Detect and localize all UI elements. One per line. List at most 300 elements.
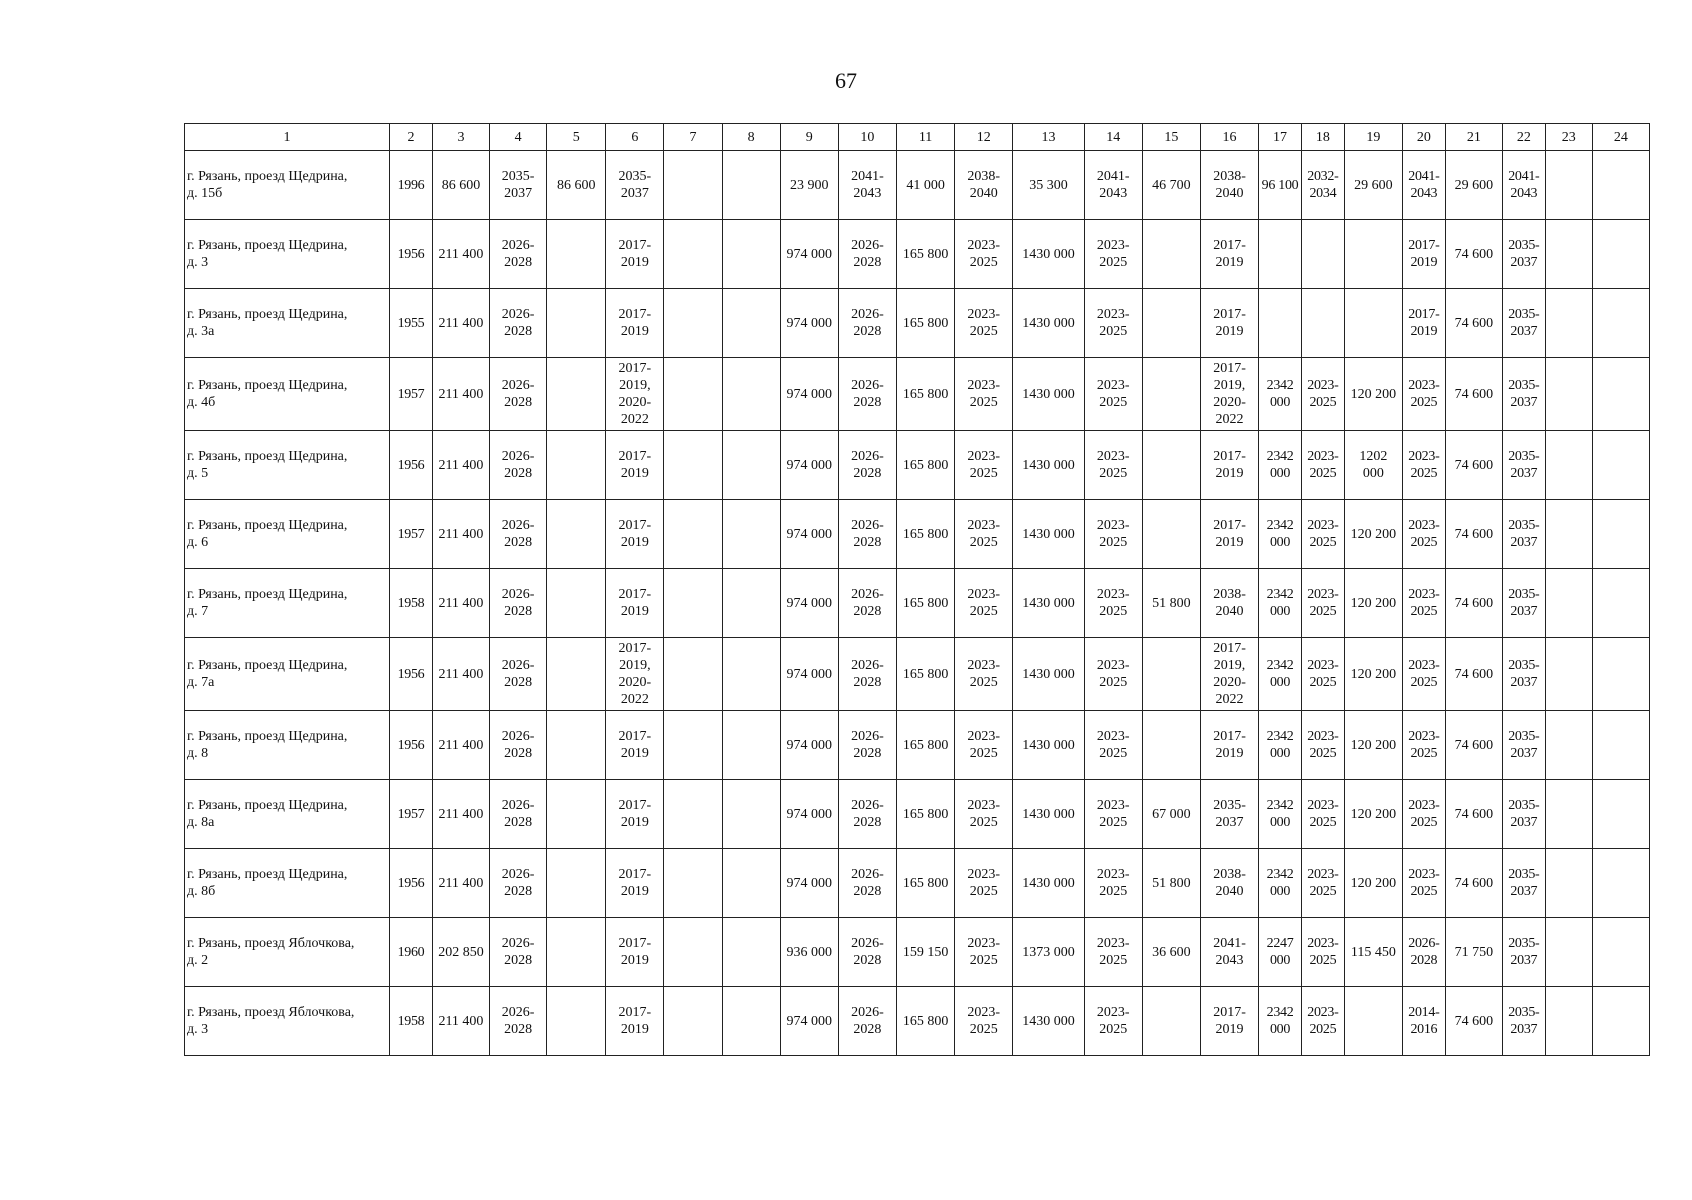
data-cell: 74 600: [1445, 780, 1502, 849]
data-cell: [1592, 431, 1649, 500]
data-cell: 974 000: [780, 220, 838, 289]
data-cell: 2017- 2019: [606, 431, 664, 500]
data-cell: 2017- 2019: [606, 849, 664, 918]
data-cell: 2026- 2028: [490, 569, 547, 638]
column-number-cell: 2: [390, 124, 433, 151]
column-number-cell: 22: [1502, 124, 1545, 151]
data-cell: [1592, 711, 1649, 780]
data-cell: [547, 431, 606, 500]
address-cell: г. Рязань, проезд Щедрина, д. 8: [185, 711, 390, 780]
data-cell: 2041- 2043: [1502, 151, 1545, 220]
data-cell: 120 200: [1344, 780, 1402, 849]
data-cell: 2035- 2037: [1502, 711, 1545, 780]
data-cell: 2017- 2019: [1402, 220, 1445, 289]
column-number-cell: 24: [1592, 124, 1649, 151]
data-cell: [1592, 151, 1649, 220]
data-cell: [1592, 569, 1649, 638]
data-cell: 2017- 2019: [606, 500, 664, 569]
data-cell: 1430 000: [1013, 289, 1084, 358]
data-cell: 2023- 2025: [955, 638, 1013, 711]
data-cell: [547, 987, 606, 1056]
data-cell: 2023- 2025: [1402, 711, 1445, 780]
data-cell: [664, 711, 722, 780]
column-number-cell: 19: [1344, 124, 1402, 151]
column-number-cell: 12: [955, 124, 1013, 151]
address-cell: г. Рязань, проезд Щедрина, д. 7а: [185, 638, 390, 711]
column-number-cell: 13: [1013, 124, 1084, 151]
data-cell: 51 800: [1142, 849, 1200, 918]
data-cell: 29 600: [1445, 151, 1502, 220]
data-cell: [547, 500, 606, 569]
data-cell: 165 800: [897, 500, 955, 569]
data-cell: [664, 918, 722, 987]
data-cell: 2342 000: [1259, 638, 1302, 711]
data-cell: [1301, 289, 1344, 358]
data-cell: 2026- 2028: [838, 711, 896, 780]
data-cell: [664, 780, 722, 849]
data-cell: 2035- 2037: [490, 151, 547, 220]
data-cell: 165 800: [897, 638, 955, 711]
data-cell: 2017- 2019, 2020- 2022: [1200, 638, 1258, 711]
data-cell: 2026- 2028: [838, 358, 896, 431]
data-cell: 2023- 2025: [955, 987, 1013, 1056]
data-cell: 74 600: [1445, 220, 1502, 289]
data-cell: 1957: [390, 780, 433, 849]
column-number-cell: 23: [1545, 124, 1592, 151]
data-cell: 2342 000: [1259, 780, 1302, 849]
data-cell: 2026- 2028: [838, 638, 896, 711]
data-cell: 2342 000: [1259, 987, 1302, 1056]
data-cell: [1592, 289, 1649, 358]
address-cell: г. Рязань, проезд Щедрина, д. 4б: [185, 358, 390, 431]
data-cell: 51 800: [1142, 569, 1200, 638]
data-cell: 74 600: [1445, 431, 1502, 500]
data-cell: 165 800: [897, 849, 955, 918]
data-cell: 1430 000: [1013, 849, 1084, 918]
data-cell: 74 600: [1445, 358, 1502, 431]
data-cell: 1430 000: [1013, 711, 1084, 780]
address-cell: г. Рязань, проезд Яблочкова, д. 3: [185, 987, 390, 1056]
data-cell: 2023- 2025: [1402, 849, 1445, 918]
data-cell: 2023- 2025: [1084, 431, 1142, 500]
data-cell: [1142, 500, 1200, 569]
data-cell: 120 200: [1344, 500, 1402, 569]
data-cell: 1430 000: [1013, 220, 1084, 289]
data-cell: [547, 780, 606, 849]
address-cell: г. Рязань, проезд Щедрина, д. 3а: [185, 289, 390, 358]
column-number-cell: 10: [838, 124, 896, 151]
data-cell: [1344, 289, 1402, 358]
data-cell: 2035- 2037: [1502, 358, 1545, 431]
data-cell: 86 600: [547, 151, 606, 220]
data-cell: [664, 431, 722, 500]
data-cell: 2038- 2040: [1200, 151, 1258, 220]
data-cell: [722, 638, 780, 711]
table-row: [185, 849, 1650, 918]
data-cell: 71 750: [1445, 918, 1502, 987]
data-cell: 2017- 2019: [606, 987, 664, 1056]
table-row: [185, 220, 1650, 289]
column-number-cell: 3: [432, 124, 489, 151]
data-cell: [1259, 220, 1302, 289]
data-cell: 2026- 2028: [838, 780, 896, 849]
data-cell: 2035- 2037: [1502, 987, 1545, 1056]
data-cell: [722, 711, 780, 780]
data-cell: [1545, 849, 1592, 918]
table-row: [185, 151, 1650, 220]
data-cell: [547, 289, 606, 358]
page-number: 67: [835, 68, 857, 93]
data-cell: [547, 638, 606, 711]
data-cell: 2023- 2025: [1084, 638, 1142, 711]
data-cell: 2017- 2019: [1200, 987, 1258, 1056]
data-cell: 2017- 2019: [606, 569, 664, 638]
data-cell: 165 800: [897, 987, 955, 1056]
data-cell: 2023- 2025: [1084, 569, 1142, 638]
data-cell: 2023- 2025: [955, 918, 1013, 987]
table-row: [185, 918, 1650, 987]
data-cell: 74 600: [1445, 987, 1502, 1056]
data-cell: [1592, 358, 1649, 431]
data-cell: 2023- 2025: [1301, 431, 1344, 500]
data-cell: 1958: [390, 569, 433, 638]
data-cell: [1545, 638, 1592, 711]
data-cell: 2023- 2025: [1301, 500, 1344, 569]
data-cell: 211 400: [432, 500, 489, 569]
data-cell: 2023- 2025: [1084, 987, 1142, 1056]
data-cell: [722, 431, 780, 500]
data-cell: 46 700: [1142, 151, 1200, 220]
data-cell: 2023- 2025: [1301, 780, 1344, 849]
data-cell: 2023- 2025: [1301, 849, 1344, 918]
data-cell: 2023- 2025: [1402, 500, 1445, 569]
data-cell: 2035- 2037: [1502, 569, 1545, 638]
data-cell: 74 600: [1445, 711, 1502, 780]
data-cell: 165 800: [897, 289, 955, 358]
data-cell: [547, 358, 606, 431]
data-cell: 2026- 2028: [838, 987, 896, 1056]
data-cell: 2026- 2028: [490, 987, 547, 1056]
data-cell: 2017- 2019, 2020- 2022: [606, 638, 664, 711]
data-cell: 2017- 2019: [606, 780, 664, 849]
data-cell: 1373 000: [1013, 918, 1084, 987]
data-cell: [722, 987, 780, 1056]
column-number-cell: 1: [185, 124, 390, 151]
data-cell: 2035- 2037: [1502, 500, 1545, 569]
address-cell: г. Рязань, проезд Щедрина, д. 3: [185, 220, 390, 289]
data-cell: 2035- 2037: [1502, 289, 1545, 358]
data-cell: 974 000: [780, 780, 838, 849]
data-cell: [664, 849, 722, 918]
data-cell: 2023- 2025: [1402, 569, 1445, 638]
data-cell: 974 000: [780, 358, 838, 431]
data-cell: 2026- 2028: [838, 289, 896, 358]
data-cell: 67 000: [1142, 780, 1200, 849]
data-cell: [1592, 220, 1649, 289]
data-cell: [664, 289, 722, 358]
data-cell: 2038- 2040: [1200, 569, 1258, 638]
data-cell: 1956: [390, 638, 433, 711]
address-cell: г. Рязань, проезд Яблочкова, д. 2: [185, 918, 390, 987]
data-cell: [1142, 638, 1200, 711]
data-cell: 2023- 2025: [1084, 711, 1142, 780]
column-number-cell: 8: [722, 124, 780, 151]
data-cell: [1592, 849, 1649, 918]
data-cell: 2026- 2028: [838, 849, 896, 918]
data-cell: 2023- 2025: [1402, 780, 1445, 849]
data-cell: 2023- 2025: [955, 289, 1013, 358]
data-cell: 35 300: [1013, 151, 1084, 220]
data-cell: 2041- 2043: [1084, 151, 1142, 220]
data-cell: 2026- 2028: [490, 638, 547, 711]
data-cell: 2023- 2025: [1402, 431, 1445, 500]
data-cell: 2026- 2028: [838, 918, 896, 987]
data-cell: 211 400: [432, 780, 489, 849]
data-cell: 2035- 2037: [1502, 431, 1545, 500]
data-cell: 936 000: [780, 918, 838, 987]
data-cell: [1545, 289, 1592, 358]
data-cell: 2026- 2028: [490, 918, 547, 987]
data-cell: 2342 000: [1259, 711, 1302, 780]
data-cell: 2026- 2028: [490, 500, 547, 569]
data-cell: 2038- 2040: [955, 151, 1013, 220]
column-number-cell: 20: [1402, 124, 1445, 151]
data-cell: 2041- 2043: [1200, 918, 1258, 987]
data-cell: 120 200: [1344, 638, 1402, 711]
data-cell: [547, 220, 606, 289]
column-number-cell: 15: [1142, 124, 1200, 151]
data-cell: 1958: [390, 987, 433, 1056]
data-cell: 2017- 2019: [1200, 431, 1258, 500]
data-cell: 96 100: [1259, 151, 1302, 220]
table-row: [185, 500, 1650, 569]
data-cell: 2026- 2028: [1402, 918, 1445, 987]
data-cell: 2026- 2028: [838, 569, 896, 638]
data-cell: 974 000: [780, 987, 838, 1056]
data-cell: 2026- 2028: [838, 220, 896, 289]
data-cell: 974 000: [780, 431, 838, 500]
data-cell: 2026- 2028: [838, 500, 896, 569]
data-cell: [547, 711, 606, 780]
address-cell: г. Рязань, проезд Щедрина, д. 6: [185, 500, 390, 569]
data-cell: 1956: [390, 220, 433, 289]
data-cell: [722, 220, 780, 289]
column-number-cell: 21: [1445, 124, 1502, 151]
data-cell: [1142, 431, 1200, 500]
data-cell: [664, 987, 722, 1056]
data-cell: 2026- 2028: [490, 358, 547, 431]
data-cell: 165 800: [897, 431, 955, 500]
data-cell: [1545, 151, 1592, 220]
data-cell: [1545, 500, 1592, 569]
data-cell: [1545, 780, 1592, 849]
data-cell: 2023- 2025: [955, 500, 1013, 569]
data-cell: [1344, 220, 1402, 289]
data-cell: 2342 000: [1259, 431, 1302, 500]
data-cell: 2023- 2025: [1084, 849, 1142, 918]
data-cell: [1545, 987, 1592, 1056]
data-cell: 1956: [390, 849, 433, 918]
data-cell: 2023- 2025: [955, 569, 1013, 638]
data-cell: 2342 000: [1259, 569, 1302, 638]
address-cell: г. Рязань, проезд Щедрина, д. 5: [185, 431, 390, 500]
data-cell: [547, 849, 606, 918]
data-cell: 2035- 2037: [1502, 638, 1545, 711]
address-cell: г. Рязань, проезд Щедрина, д. 8а: [185, 780, 390, 849]
column-number-cell: 6: [606, 124, 664, 151]
data-cell: 211 400: [432, 569, 489, 638]
data-cell: 2023- 2025: [1301, 569, 1344, 638]
data-cell: 2017- 2019: [1200, 500, 1258, 569]
data-cell: 2017- 2019: [606, 711, 664, 780]
data-cell: 41 000: [897, 151, 955, 220]
data-cell: 23 900: [780, 151, 838, 220]
column-number-cell: 7: [664, 124, 722, 151]
data-cell: 2023- 2025: [1301, 358, 1344, 431]
data-cell: 74 600: [1445, 289, 1502, 358]
data-cell: 2026- 2028: [490, 431, 547, 500]
data-cell: 2023- 2025: [955, 711, 1013, 780]
table-row: [185, 780, 1650, 849]
data-cell: [664, 220, 722, 289]
table-row: [185, 711, 1650, 780]
data-cell: 2023- 2025: [955, 220, 1013, 289]
data-cell: 120 200: [1344, 569, 1402, 638]
data-cell: 2023- 2025: [1084, 289, 1142, 358]
data-cell: 2023- 2025: [1084, 220, 1142, 289]
data-cell: 2023- 2025: [1084, 358, 1142, 431]
column-number-cell: 9: [780, 124, 838, 151]
data-cell: 2342 000: [1259, 500, 1302, 569]
data-cell: [722, 358, 780, 431]
data-cell: 2023- 2025: [955, 358, 1013, 431]
column-number-cell: 17: [1259, 124, 1302, 151]
data-cell: 2017- 2019: [1200, 289, 1258, 358]
data-cell: [1545, 220, 1592, 289]
data-cell: 115 450: [1344, 918, 1402, 987]
data-cell: 1430 000: [1013, 987, 1084, 1056]
data-cell: [1142, 358, 1200, 431]
data-cell: [1592, 780, 1649, 849]
table-row: [185, 569, 1650, 638]
data-cell: 211 400: [432, 987, 489, 1056]
data-cell: 974 000: [780, 849, 838, 918]
data-cell: 2026- 2028: [490, 289, 547, 358]
data-cell: 2342 000: [1259, 358, 1302, 431]
data-cell: 74 600: [1445, 849, 1502, 918]
data-cell: [1344, 987, 1402, 1056]
data-cell: 2038- 2040: [1200, 849, 1258, 918]
data-cell: 1430 000: [1013, 358, 1084, 431]
data-cell: 2017- 2019: [606, 289, 664, 358]
data-cell: 211 400: [432, 711, 489, 780]
data-cell: 2023- 2025: [1301, 638, 1344, 711]
data-cell: [722, 569, 780, 638]
data-cell: [664, 151, 722, 220]
data-cell: 165 800: [897, 711, 955, 780]
address-cell: г. Рязань, проезд Щедрина, д. 8б: [185, 849, 390, 918]
column-number-cell: 11: [897, 124, 955, 151]
data-cell: 211 400: [432, 220, 489, 289]
column-number-cell: 4: [490, 124, 547, 151]
table-row: [185, 289, 1650, 358]
data-cell: 974 000: [780, 638, 838, 711]
data-cell: 2017- 2019: [606, 220, 664, 289]
data-cell: 2023- 2025: [1301, 918, 1344, 987]
data-cell: 2017- 2019: [1200, 711, 1258, 780]
data-cell: 2035- 2037: [606, 151, 664, 220]
data-cell: 2023- 2025: [1402, 638, 1445, 711]
data-cell: 1430 000: [1013, 431, 1084, 500]
data-cell: 1430 000: [1013, 780, 1084, 849]
data-cell: [1545, 431, 1592, 500]
data-cell: [1592, 638, 1649, 711]
data-cell: 165 800: [897, 220, 955, 289]
data-cell: [1592, 918, 1649, 987]
table-row: [185, 431, 1650, 500]
data-cell: [664, 638, 722, 711]
data-cell: 2023- 2025: [1084, 780, 1142, 849]
data-cell: 2026- 2028: [838, 431, 896, 500]
address-cell: г. Рязань, проезд Щедрина, д. 15б: [185, 151, 390, 220]
data-cell: [1545, 358, 1592, 431]
data-cell: 1202 000: [1344, 431, 1402, 500]
data-cell: [1142, 220, 1200, 289]
data-cell: [1142, 289, 1200, 358]
data-cell: 1430 000: [1013, 500, 1084, 569]
data-cell: 202 850: [432, 918, 489, 987]
data-cell: [722, 780, 780, 849]
data-cell: 211 400: [432, 289, 489, 358]
data-cell: [722, 289, 780, 358]
data-cell: [664, 569, 722, 638]
data-cell: 2035- 2037: [1502, 220, 1545, 289]
data-cell: 74 600: [1445, 638, 1502, 711]
data-cell: 165 800: [897, 569, 955, 638]
data-cell: 1430 000: [1013, 569, 1084, 638]
data-cell: 974 000: [780, 711, 838, 780]
data-cell: 2032- 2034: [1301, 151, 1344, 220]
data-cell: [722, 151, 780, 220]
data-cell: [1545, 711, 1592, 780]
data-cell: 211 400: [432, 358, 489, 431]
data-cell: 2035- 2037: [1502, 849, 1545, 918]
data-cell: 2035- 2037: [1200, 780, 1258, 849]
data-cell: 211 400: [432, 431, 489, 500]
data-cell: 120 200: [1344, 849, 1402, 918]
data-cell: 974 000: [780, 289, 838, 358]
data-cell: [1142, 987, 1200, 1056]
column-number-cell: 18: [1301, 124, 1344, 151]
data-cell: 2017- 2019: [1200, 220, 1258, 289]
data-cell: [722, 500, 780, 569]
data-cell: [664, 500, 722, 569]
data-cell: [1301, 220, 1344, 289]
data-cell: 2014- 2016: [1402, 987, 1445, 1056]
data-cell: [1142, 711, 1200, 780]
header-row: [185, 124, 1650, 151]
data-cell: 165 800: [897, 780, 955, 849]
table-row: [185, 358, 1650, 431]
data-cell: 74 600: [1445, 569, 1502, 638]
data-cell: 2026- 2028: [490, 849, 547, 918]
data-cell: 2017- 2019: [1402, 289, 1445, 358]
data-cell: 2026- 2028: [490, 220, 547, 289]
data-cell: 2023- 2025: [1402, 358, 1445, 431]
data-cell: 1960: [390, 918, 433, 987]
data-cell: 2247 000: [1259, 918, 1302, 987]
data-cell: 974 000: [780, 569, 838, 638]
